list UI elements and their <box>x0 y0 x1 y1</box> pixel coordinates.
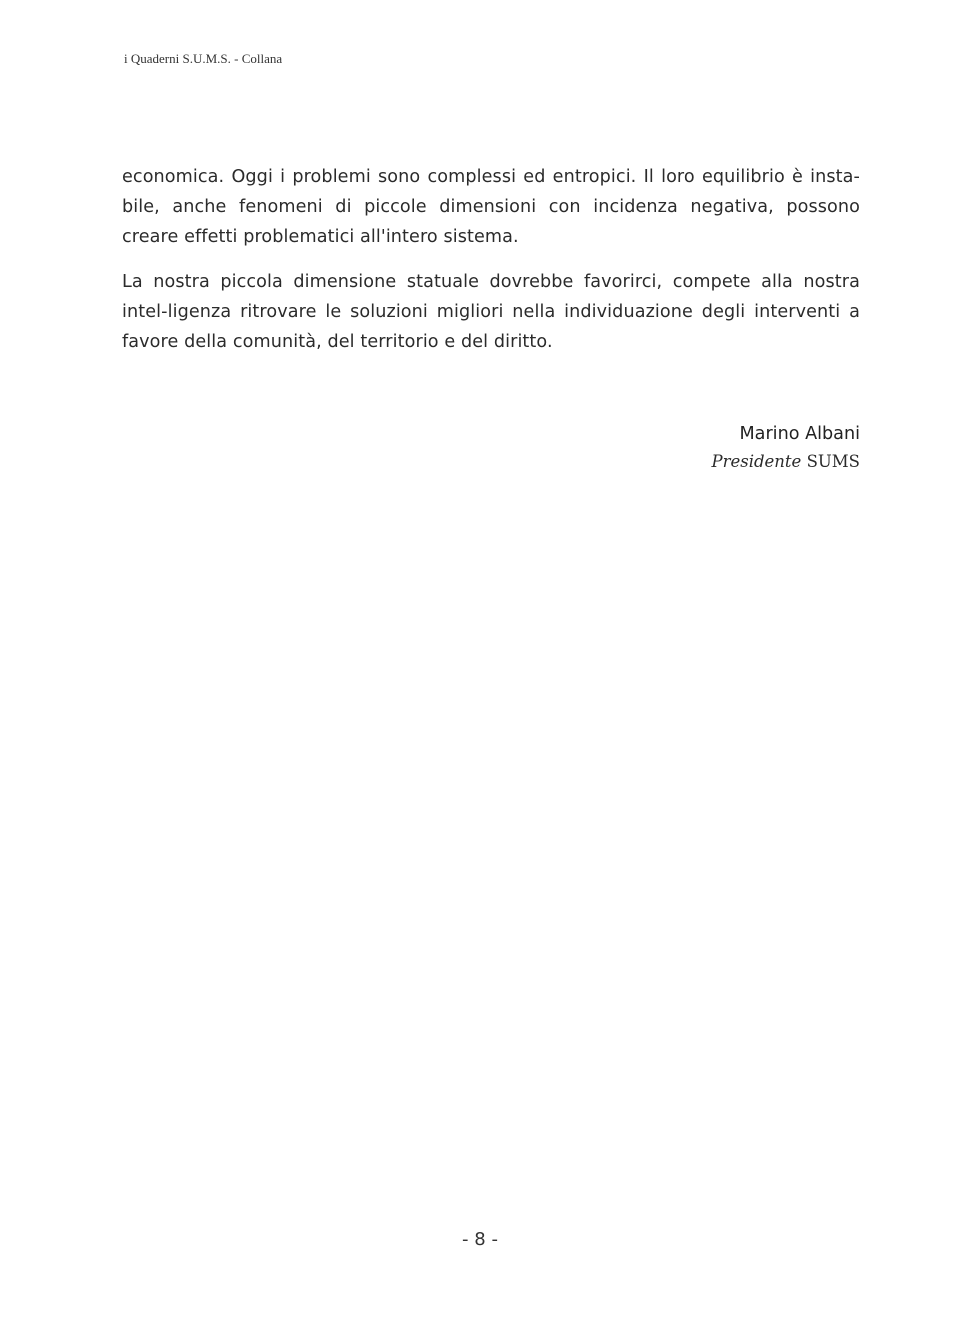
paragraph-2: La nostra piccola dimensione statuale dovrebbe favorirci, compete alla nostra intel-ligenza ritrovare le soluzioni migliori nella individuazione degli interventi a favore della comunità, del territorio e del diritto. <box>122 272 860 352</box>
signature-name: Marino Albani <box>739 424 860 444</box>
signature-role-title: Presidente <box>711 452 802 471</box>
signature-block <box>711 420 860 476</box>
paragraph-1: economica. Oggi i problemi sono complessi ed entropici. Il loro equilibrio è insta-bile, anche fenomeni di piccole dimensioni con incidenza negativa, possono creare effetti problematici all'intero sistema. <box>122 167 860 247</box>
signature-role <box>711 448 860 476</box>
body-text <box>122 162 860 357</box>
signature-organization: SUMS <box>806 452 860 471</box>
page-number: - 8 - <box>462 1229 498 1250</box>
running-header: i Quaderni S.U.M.S. - Collana <box>124 51 283 66</box>
